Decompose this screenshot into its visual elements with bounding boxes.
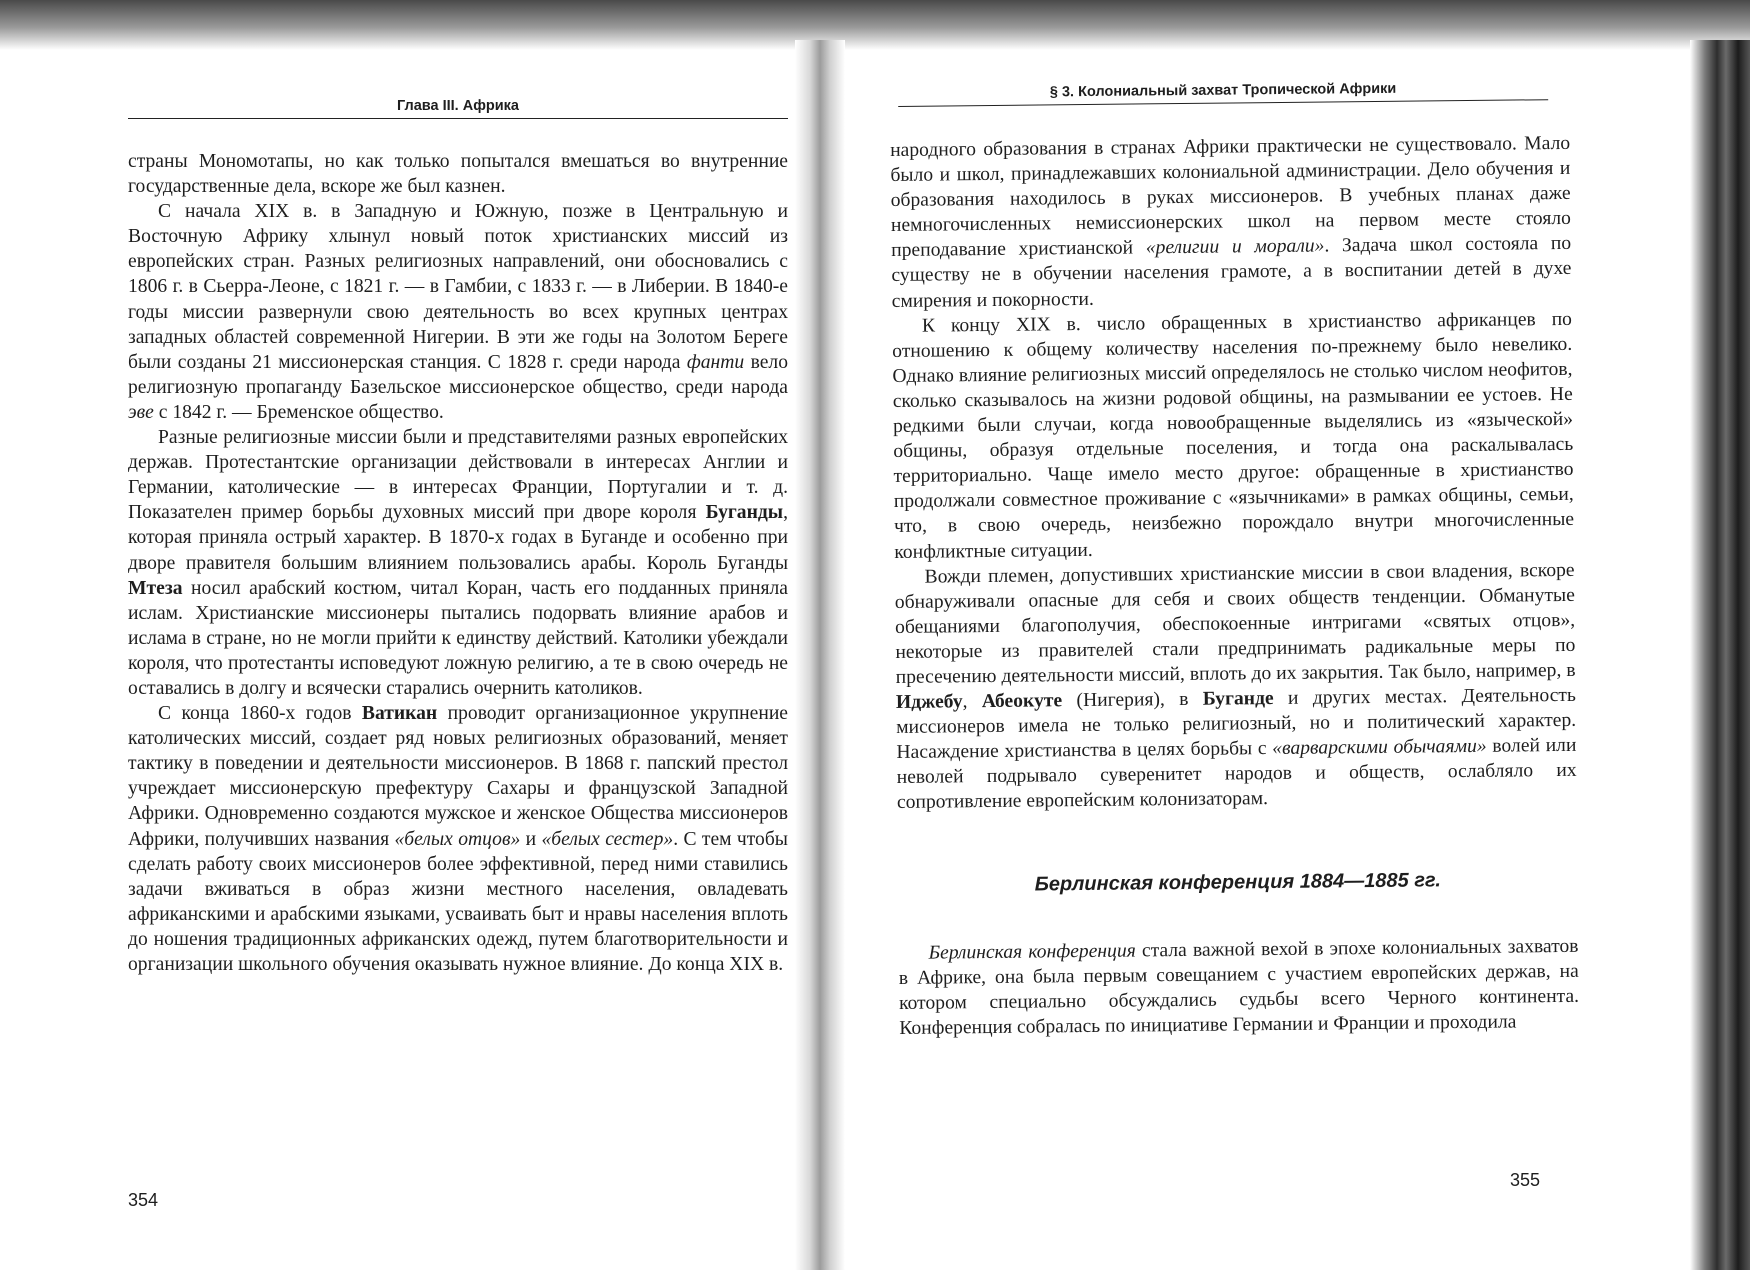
book-spine-gutter — [795, 40, 845, 1270]
page-number-left: 354 — [128, 1190, 159, 1210]
paragraph: К концу XIX в. число обращенных в христианство африканцев по отношению к общему количеству населения по-прежнему было невелико. Однако влияние религиозных миссий определялось не столько числом неофитов, сколько сказывалось на жизни родовой общины, на размывании ее устоев. Не редкими были случаи, когда новообращенные выделялись из «языческой» общины, образуя отдельные поселения, и тогда она раскалывалась территориально. Чаще имело место другое: обращенные в христианство продолжали совместное проживание с «язычниками» в рамках общины, семьи, что, в свою очередь, неизбежно порождало внутри многочисленные конфликтные ситуации. — [892, 308, 1575, 563]
paragraph: С конца 1860-х годов Ватикан проводит организационное укрупнение католических миссий, создает ряд новых религиозных образований, меняет тактику в поведении и деятельности миссионеров. В 1868 г. папский престол учреждает миссионерскую префектуру Сахары и французской Западной Африки. Одновременно создаются мужское и женское Общества миссионеров Африки, получивших названия «белых отцов» и «белых сестер». С тем чтобы сделать работу своих миссионеров более эффективной, перед ними ставились задачи вживаться в образ жизни местного населения, овладевать африканскими и арабскими языками, усваивать быт и нравы населения вплоть до ношения традиционных африканских одежд, путем благотворительности и организации школьного обучения оказывать нужное влияние. До конца XIX в. — [128, 703, 788, 975]
italic-term: фанти — [686, 351, 745, 373]
bold-term: Буганде — [1202, 688, 1274, 710]
paragraph: страны Мономотапы, но как только попытался вмешаться во внутренние государственные дела, вскоре же был казнен. — [128, 151, 788, 198]
italic-term: «религии и морали» — [1145, 235, 1325, 259]
paragraph: Вожди племен, допустивших христианские миссии в свои владения, вскоре обнаруживали опасные для себя и своих обществ тенденции. Обманутые обещаниями благополучия, обеспокоенные интригами «святых отцов», некоторые из правителей стали предпринимать радикальные меры по пресечению деятельности миссий, вплоть до их закрытия. Так было, например, в Иджебу, Абеокуте (Нигерия), в Буганде и других местах. Деятельность миссионеров имела не только религиозный, но и политический характер. Насаждение христианства в целях борьбы с «варварскими обычаями» волей или неволей подрывало суверенитет народов и обществ, ослабляло их сопротивление европейским колонизаторам. — [894, 559, 1577, 814]
left-page-text — [128, 149, 788, 977]
italic-term: «белых отцов» — [394, 828, 521, 850]
book-top-shadow — [0, 0, 1750, 50]
italic-term: «белых сестер» — [541, 828, 674, 850]
bold-term: Ватикан — [361, 703, 438, 725]
italic-term: эве — [128, 401, 154, 423]
section-heading: Берлинская конференция 1884—1885 гг. — [1034, 868, 1442, 896]
page-number-right: 355 — [1510, 1170, 1541, 1190]
italic-term: «варварскими обычаями» — [1272, 736, 1487, 760]
running-head-right: § 3. Колониальный захват Тропической Африки — [898, 79, 1548, 107]
paragraph: народного образования в странах Африки практически не существовало. Мало было и школ, принадлежавших колониальной администрации. Дело обучения и образования находилось в руках миссионеров. В учебных планах даже немногочисленных немиссионерских школ на первом месте стояло преподавание христианской «религии и морали». Задача школ состояла по существу не в обучении населения грамоте, а в воспитании детей в духе смирения и покорности. — [890, 132, 1572, 312]
paragraph: Разные религиозные миссии были и представителями разных европейских держав. Протестантские организации действовали в интересах Англии и Германии, католические — в интересах Франции, Португалии и т. д. Показателен пример борьбы духовных миссий при дворе короля Буганды, которая приняла острый характер. В 1870-х годах в Буганде и особенно при дворе правителя большим влиянием пользовались арабы. Король Буганды Мтеза носил арабский костюм, читал Коран, часть его подданных приняла ислам. Христианские миссионеры пытались подорвать влияние арабов и ислама в стране, но не могли прийти к единству действий. Католики убеждали короля, что протестанты исповедуют ложную религию, а те в свою очередь не оставались в долгу и всячески старались очернить католиков. — [128, 427, 788, 699]
running-head-left: Глава III. Африка — [128, 98, 788, 119]
bold-term: Абеокуте — [981, 690, 1063, 713]
italic-term: Берлинская конференция — [928, 940, 1136, 964]
paragraph: Берлинская конференция стала важной вехой в эпохе колониальных захватов в Африке, она была первым совещанием с участием европейских держав, на котором специально обсуждались судьбы всего Черного континента. Конференция собралась по инициативе Германии и Франции и проходила — [898, 935, 1580, 1039]
book-page-edges — [1690, 40, 1750, 1270]
right-page-text — [890, 131, 1579, 1041]
bold-term: Иджебу — [895, 691, 963, 714]
bold-term: Мтеза — [128, 577, 183, 599]
bold-term: Буганды — [705, 502, 784, 524]
paragraph: С начала XIX в. в Западную и Южную, позже в Центральную и Восточную Африку хлынул новый поток христианских миссий из европейских стран. Разных религиозных направлений, они обосновались с 1806 г. в Сьерра-Леоне, с 1821 г. — в Гамбии, с 1833 г. — в Либерии. В 1840-е годы миссии развернули свою деятельность во всех крупных центрах западных областей современной Нигерии. В эти же годы на Золотом Береге были созданы 21 миссионерская станция. С 1828 г. среди народа фанти вело религиозную пропаганду Базельское миссионерское общество, среди народа эве с 1842 г. — Бременское общество. — [128, 201, 788, 423]
